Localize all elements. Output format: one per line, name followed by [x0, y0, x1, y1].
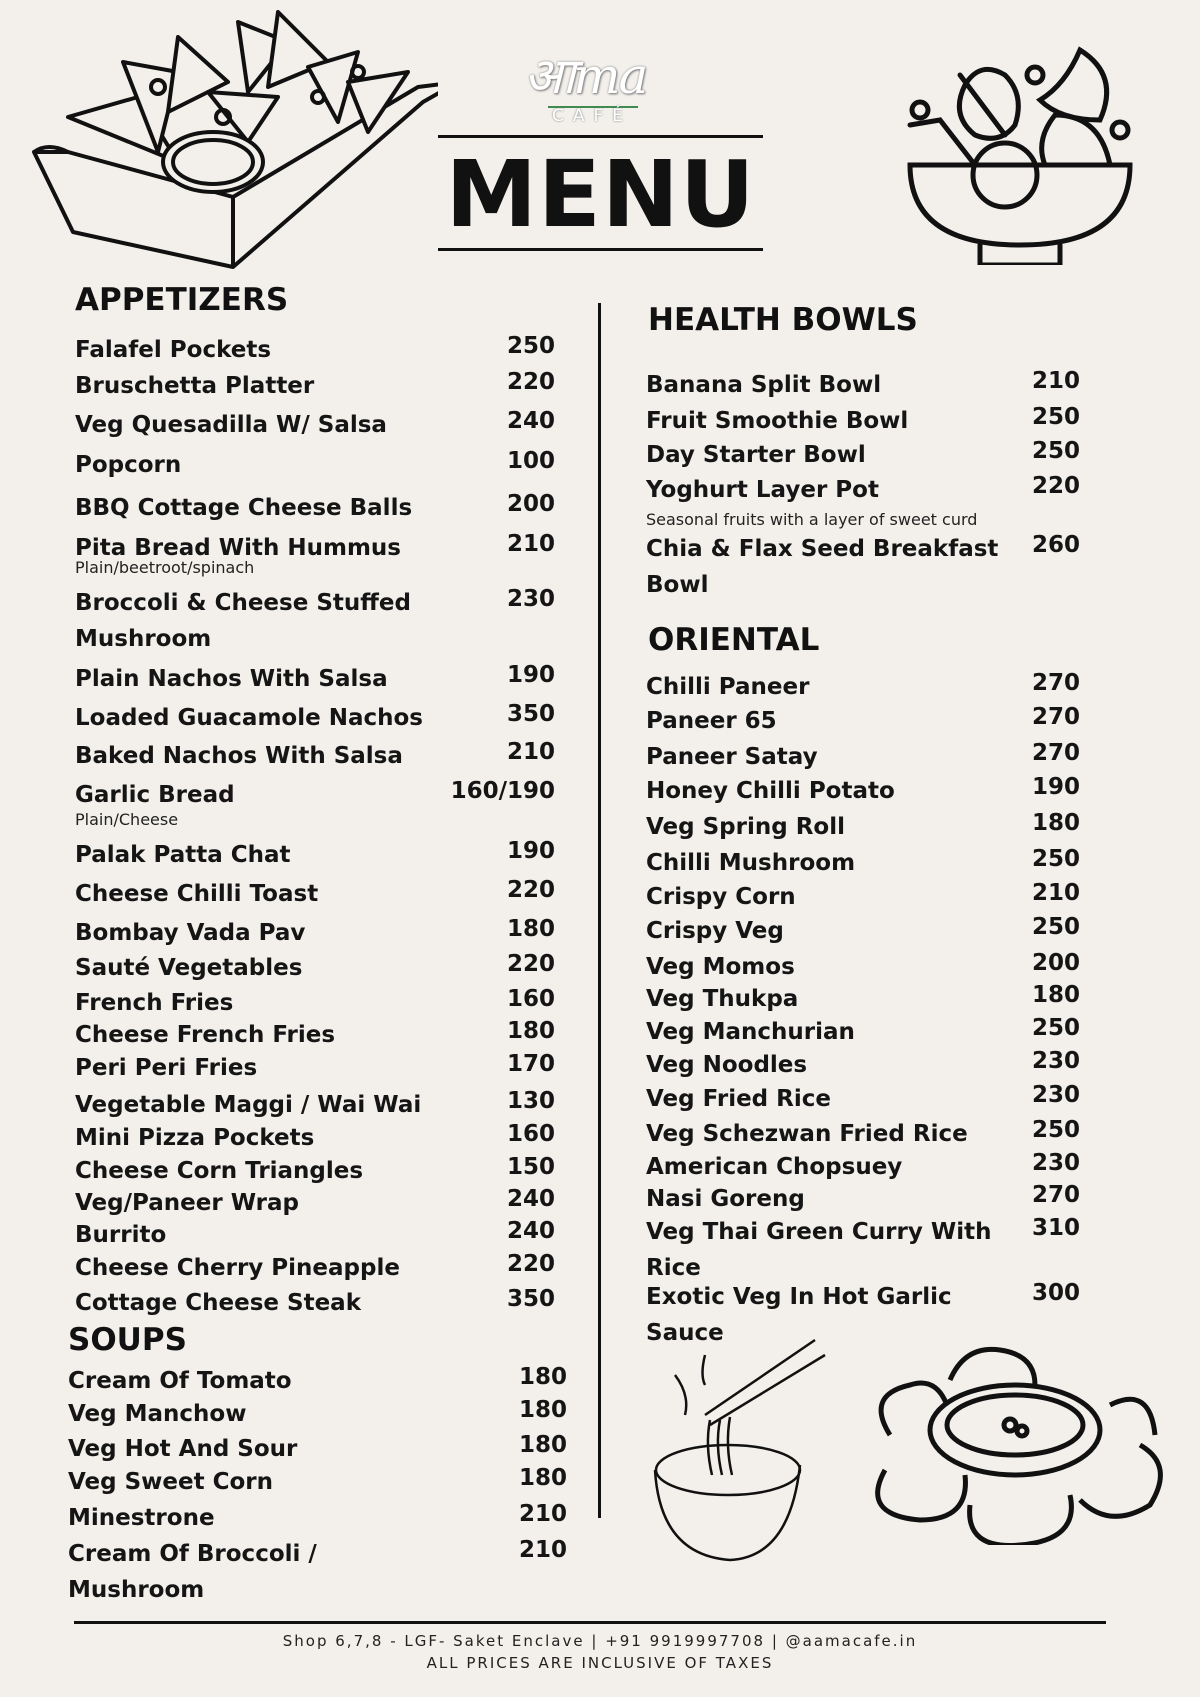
menu-item-name-continued: Bowl [646, 572, 709, 598]
section-title-appetizers: APPETIZERS [75, 282, 289, 318]
menu-item-name: Minestrone [68, 1505, 215, 1531]
footer-tax-note: ALL PRICES ARE INCLUSIVE OF TAXES [426, 1654, 774, 1672]
menu-item-name: Chilli Paneer [646, 674, 810, 700]
menu-item-price: 180 [518, 1465, 567, 1491]
page-title: MENU [445, 141, 756, 248]
menu-item-price: 190 [506, 838, 555, 864]
menu-item-price: 170 [506, 1051, 555, 1077]
menu-item-price: 260 [1031, 532, 1080, 558]
menu-item-name: Cheese Corn Triangles [75, 1158, 364, 1184]
footer-divider [74, 1621, 1106, 1624]
menu-item-name: Bruschetta Platter [75, 373, 315, 399]
noodle-bowl-icon [650, 1335, 830, 1565]
menu-item-price: 270 [1031, 740, 1080, 766]
title-divider-bottom [438, 248, 763, 251]
menu-item-price: 180 [518, 1364, 567, 1390]
menu-item-price: 210 [1031, 368, 1080, 394]
menu-item-name: Palak Patta Chat [75, 842, 291, 868]
menu-item-price: 210 [506, 739, 555, 765]
menu-item-price: 250 [506, 333, 555, 359]
menu-item-price: 180 [1031, 982, 1080, 1008]
menu-item-name: Bombay Vada Pav [75, 920, 306, 946]
menu-item-price: 220 [506, 877, 555, 903]
menu-item-price: 180 [506, 1018, 555, 1044]
menu-item-name: Crispy Corn [646, 884, 796, 910]
nachos-tray-icon [28, 2, 438, 272]
menu-item-price: 250 [1031, 914, 1080, 940]
menu-item-note: Seasonal fruits with a layer of sweet curd [646, 510, 978, 529]
logo-subtext: CAFÉ [552, 106, 633, 126]
column-divider [598, 303, 601, 1518]
menu-item-price: 160/190 [450, 778, 555, 804]
menu-item-price: 250 [1031, 846, 1080, 872]
menu-item-name: Veg Thukpa [646, 986, 799, 1012]
menu-item-price: 190 [1031, 774, 1080, 800]
menu-item-price: 240 [506, 408, 555, 434]
menu-item-price: 210 [518, 1537, 567, 1563]
menu-item-name: Honey Chilli Potato [646, 778, 895, 804]
menu-item-name: Sauté Vegetables [75, 955, 303, 981]
menu-item-price: 190 [506, 662, 555, 688]
menu-item-name: Paneer 65 [646, 708, 777, 734]
menu-item-name: Falafel Pockets [75, 337, 272, 363]
menu-item-price: 210 [1031, 880, 1080, 906]
menu-item-price: 230 [1031, 1048, 1080, 1074]
cafe-logo [512, 10, 682, 128]
menu-item-price: 300 [1031, 1280, 1080, 1306]
menu-item-name-continued: Sauce [646, 1320, 724, 1346]
momos-plate-icon [870, 1345, 1170, 1545]
menu-item-note: Plain/Cheese [75, 810, 179, 829]
salad-bowl-icon [905, 45, 1135, 265]
menu-item-name: Fruit Smoothie Bowl [646, 408, 909, 434]
section-title-health-bowls: HEALTH BOWLS [648, 302, 918, 338]
menu-item-price: 230 [1031, 1150, 1080, 1176]
menu-item-price: 250 [1031, 1015, 1080, 1041]
menu-item-name: Crispy Veg [646, 918, 784, 944]
menu-item-price: 200 [506, 491, 555, 517]
menu-item-name: Veg/Paneer Wrap [75, 1190, 299, 1216]
menu-item-name: Garlic Bread [75, 782, 235, 808]
menu-item-price: 220 [506, 1251, 555, 1277]
menu-item-name: French Fries [75, 990, 234, 1016]
menu-item-price: 250 [1031, 438, 1080, 464]
menu-item-price: 160 [506, 1121, 555, 1147]
menu-item-price: 210 [518, 1501, 567, 1527]
menu-item-name: Cottage Cheese Steak [75, 1290, 361, 1316]
menu-item-name: Pita Bread With Hummus [75, 535, 401, 561]
menu-item-price: 270 [1031, 1182, 1080, 1208]
menu-item-price: 220 [506, 369, 555, 395]
menu-item-name-continued: Rice [646, 1255, 701, 1281]
menu-item-name: Cheese French Fries [75, 1022, 336, 1048]
title-divider-top [438, 135, 763, 138]
menu-item-name: Veg Fried Rice [646, 1086, 831, 1112]
menu-item-price: 220 [1031, 473, 1080, 499]
menu-item-name: Broccoli & Cheese Stuffed [75, 590, 411, 616]
menu-item-name: Nasi Goreng [646, 1186, 805, 1212]
section-title-soups: SOUPS [68, 1322, 187, 1358]
menu-item-name: BBQ Cottage Cheese Balls [75, 495, 413, 521]
menu-item-name: Baked Nachos With Salsa [75, 743, 403, 769]
menu-item-price: 210 [506, 531, 555, 557]
menu-item-price: 350 [506, 1286, 555, 1312]
menu-item-name: Yoghurt Layer Pot [646, 477, 879, 503]
menu-item-name: Chilli Mushroom [646, 850, 856, 876]
menu-item-name: Loaded Guacamole Nachos [75, 705, 423, 731]
menu-item-name: Veg Schezwan Fried Rice [646, 1121, 968, 1147]
menu-item-price: 250 [1031, 404, 1080, 430]
menu-item-name: Popcorn [75, 452, 182, 478]
menu-item-name: Veg Manchurian [646, 1019, 855, 1045]
menu-item-name-continued: Mushroom [75, 626, 212, 652]
menu-item-name: Peri Peri Fries [75, 1055, 258, 1081]
menu-item-price: 160 [506, 986, 555, 1012]
menu-item-price: 150 [506, 1154, 555, 1180]
menu-item-name: Mini Pizza Pockets [75, 1125, 315, 1151]
logo-text: आma [524, 47, 647, 105]
menu-item-name: Veg Hot And Sour [68, 1436, 298, 1462]
menu-item-name: Exotic Veg In Hot Garlic [646, 1284, 952, 1310]
menu-item-price: 270 [1031, 670, 1080, 696]
menu-item-price: 270 [1031, 704, 1080, 730]
section-title-oriental: ORIENTAL [648, 622, 820, 658]
menu-item-price: 230 [1031, 1082, 1080, 1108]
menu-item-price: 100 [506, 448, 555, 474]
menu-item-price: 220 [506, 951, 555, 977]
menu-item-name: Cream Of Broccoli / [68, 1541, 317, 1567]
menu-item-name: Veg Noodles [646, 1052, 808, 1078]
menu-item-price: 180 [518, 1397, 567, 1423]
menu-item-name: Cheese Chilli Toast [75, 881, 319, 907]
menu-item-note: Plain/beetroot/spinach [75, 558, 255, 577]
menu-item-name: Veg Manchow [68, 1401, 247, 1427]
menu-item-name: Banana Split Bowl [646, 372, 882, 398]
menu-item-name: Veg Spring Roll [646, 814, 845, 840]
menu-item-name: Cream Of Tomato [68, 1368, 292, 1394]
footer-contact: Shop 6,7,8 - LGF- Saket Enclave | +91 9919997708 | @aamacafe.in [282, 1632, 918, 1650]
menu-item-price: 310 [1031, 1215, 1080, 1241]
menu-item-name: Cheese Cherry Pineapple [75, 1255, 400, 1281]
menu-item-name: Veg Thai Green Curry With [646, 1219, 992, 1245]
menu-item-price: 180 [506, 916, 555, 942]
menu-item-name: Veg Momos [646, 954, 795, 980]
menu-item-price: 180 [518, 1432, 567, 1458]
menu-item-price: 350 [506, 701, 555, 727]
menu-item-name: Veg Quesadilla W/ Salsa [75, 412, 387, 438]
menu-item-price: 180 [1031, 810, 1080, 836]
menu-item-price: 250 [1031, 1117, 1080, 1143]
menu-item-price: 230 [506, 586, 555, 612]
menu-item-name: Paneer Satay [646, 744, 818, 770]
menu-item-price: 200 [1031, 950, 1080, 976]
menu-item-name: Vegetable Maggi / Wai Wai [75, 1092, 422, 1118]
menu-item-price: 240 [506, 1218, 555, 1244]
menu-item-name: Burrito [75, 1222, 167, 1248]
menu-item-price: 240 [506, 1186, 555, 1212]
menu-item-name: American Chopsuey [646, 1154, 903, 1180]
menu-item-price: 130 [506, 1088, 555, 1114]
menu-item-name: Veg Sweet Corn [68, 1469, 274, 1495]
menu-item-name: Day Starter Bowl [646, 442, 866, 468]
menu-item-name: Chia & Flax Seed Breakfast [646, 536, 999, 562]
menu-item-name: Plain Nachos With Salsa [75, 666, 388, 692]
menu-item-name-continued: Mushroom [68, 1577, 205, 1603]
